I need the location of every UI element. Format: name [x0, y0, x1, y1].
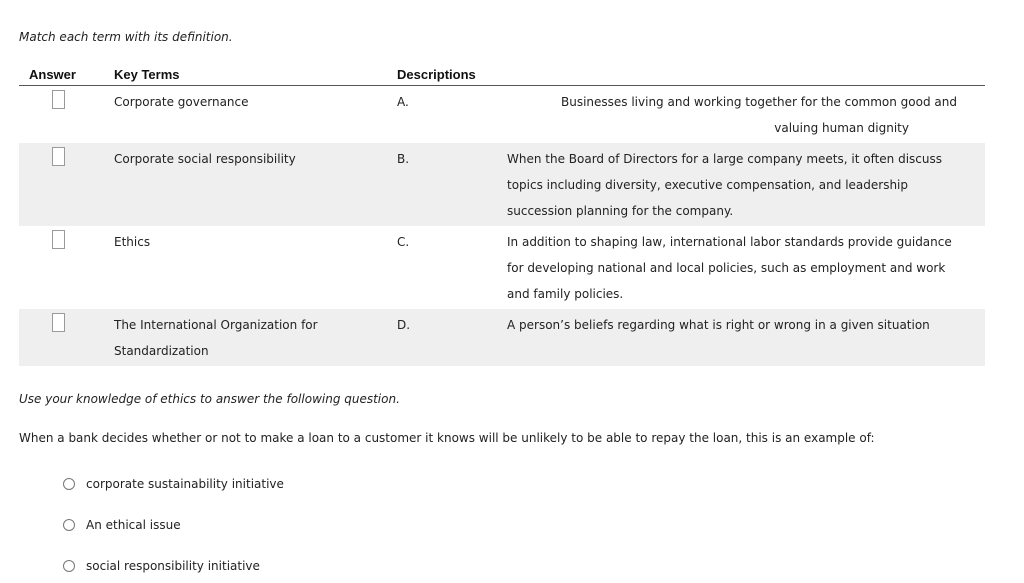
description-letter: B. [359, 143, 507, 226]
table-header-row [19, 65, 985, 86]
table-row [19, 226, 985, 309]
option-label: corporate sustainability initiative [86, 477, 284, 491]
radio-button[interactable] [63, 519, 75, 531]
option-social-responsibility[interactable] [63, 559, 260, 573]
key-term: Corporate social responsibility [113, 143, 359, 226]
description-letter: D. [359, 309, 507, 366]
description-text: When the Board of Directors for a large company meets, it often discuss topics including diversity, executive compensation, and leadership succession planning for the company. [507, 143, 985, 226]
radio-button[interactable] [63, 478, 75, 490]
option-label: social responsibility initiative [86, 559, 260, 573]
table-row [19, 143, 985, 226]
option-corporate-sustainability[interactable] [63, 477, 284, 491]
description-text: In addition to shaping law, international labor standards provide guidance for developing national and local policies, such as employment and work and family policies. [507, 235, 952, 301]
question-text: When a bank decides whether or not to make a loan to a customer it knows will be unlikely to be able to repay the loan, this is an example of: [19, 431, 875, 445]
answer-input-3[interactable] [52, 230, 65, 249]
option-label: An ethical issue [86, 518, 181, 532]
description-line: Businesses living and working together for the common good and [560, 95, 957, 109]
radio-button[interactable] [63, 560, 75, 572]
table-row [19, 309, 985, 366]
descriptions-column-header: Descriptions [359, 65, 507, 86]
key-term: Ethics [114, 235, 151, 249]
key-term: Corporate governance [114, 95, 249, 109]
description-letter: C. [397, 235, 410, 249]
description-line: valuing human dignity [774, 121, 909, 135]
answer-input-2[interactable] [52, 147, 65, 166]
matching-table [19, 65, 985, 366]
answer-column-header: Answer [19, 65, 113, 86]
description-text [507, 86, 985, 144]
option-ethical-issue[interactable] [63, 518, 181, 532]
answer-input-1[interactable] [52, 90, 65, 109]
matching-instruction: Match each term with its definition. [19, 30, 233, 44]
description-letter: A. [397, 95, 409, 109]
key-terms-column-header: Key Terms [113, 65, 359, 86]
description-text: A person’s beliefs regarding what is right or wrong in a given situation [507, 309, 985, 366]
answer-input-4[interactable] [52, 313, 65, 332]
ethics-instruction: Use your knowledge of ethics to answer the following question. [19, 392, 400, 406]
table-row [19, 86, 985, 144]
key-term: The International Organization for Standardization [113, 309, 359, 366]
